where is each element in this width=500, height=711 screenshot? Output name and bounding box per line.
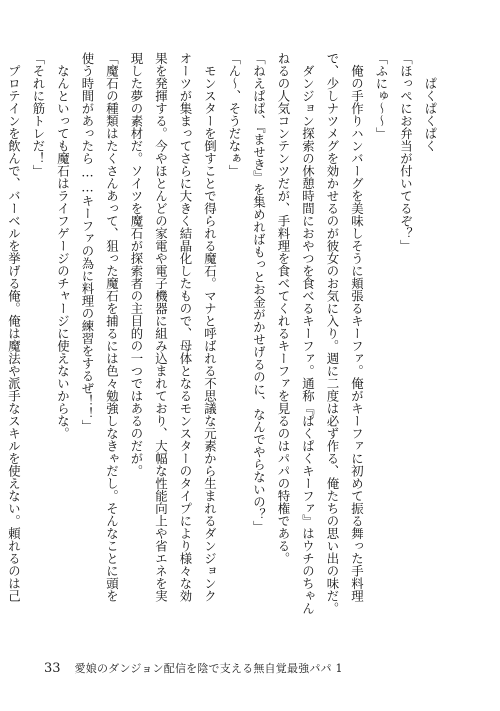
text-line: 現した夢の素材だ。ソイツを魔石が探索者の主目的の一つではあるのだが。 [129, 52, 144, 477]
text-line: ぱくぱくぱく [423, 52, 438, 152]
text-line: なんといっても魔石はライフゲージのチャージに使えないからな。 [55, 52, 71, 440]
text-line: 「ん〜、そうだなぁ」 [227, 52, 242, 177]
text-line: プロテインを飲んで、バーベルを挙げる俺。俺は魔法や派手なスキルを使えない。頼れるのは己 [6, 52, 22, 602]
text-line: で、少しナツメグを効かせるのが彼女のお気に入り。週に二度は必ず作る、俺たちの思い出の味だ。 [325, 52, 340, 615]
text-line: ねるの人気コンテンツだが、手料理を食べてくれるキーファを見るのはパパの特権である。 [276, 52, 291, 565]
text-line: 「魔石の種類はたくさんあって、狙った魔石を捕るには色々勉強しなきゃだし。そんなことに頭を [104, 52, 120, 602]
text-line: 「ほっぺにお弁当が付いてるぞ？」 [398, 52, 414, 252]
text-line: 「ふにゅ〜〜」 [374, 52, 389, 140]
text-line: 「ねえぱぱ、『ませき』を集めればもっとお金がかせげるのに、なんでやらないの？」 [251, 52, 267, 534]
book-title: 愛娘のダンジョン配信を陰で支える無自覚最強パパ 1 [74, 662, 343, 675]
text-line: 使う時間があったら……キーファの為に料理の練習をするぜ！！」 [80, 52, 95, 433]
page-footer [44, 660, 343, 676]
text-line: ダンジョン探索の休憩時間におやつを食べるキーファ。通称『ぱくぱくキーファ』はウチのちゃん [300, 52, 316, 615]
text-line: モンスターを倒すことで得られる魔石。マナと呼ばれる不思議な元素から生まれるダンジョンク [202, 52, 218, 602]
text-line: 俺の手作りハンバーグを美味しそうに頬張るキーファ。俺がキーファに初めて振る舞った手料理 [349, 52, 365, 602]
text-line: 果を発揮する。今やほとんどの家電や電子機器に組み込まれており、大幅な性能向上や省エネを実 [153, 52, 169, 602]
vertical-text-body [1, 52, 442, 620]
text-line: 「それに筋トレだ！」 [31, 52, 46, 177]
page-number: 33 [44, 661, 61, 676]
text-line: オーツが集まってさらに大きく結晶化したもので、母体となるモンスターのタイプにより様々な効 [178, 52, 193, 602]
